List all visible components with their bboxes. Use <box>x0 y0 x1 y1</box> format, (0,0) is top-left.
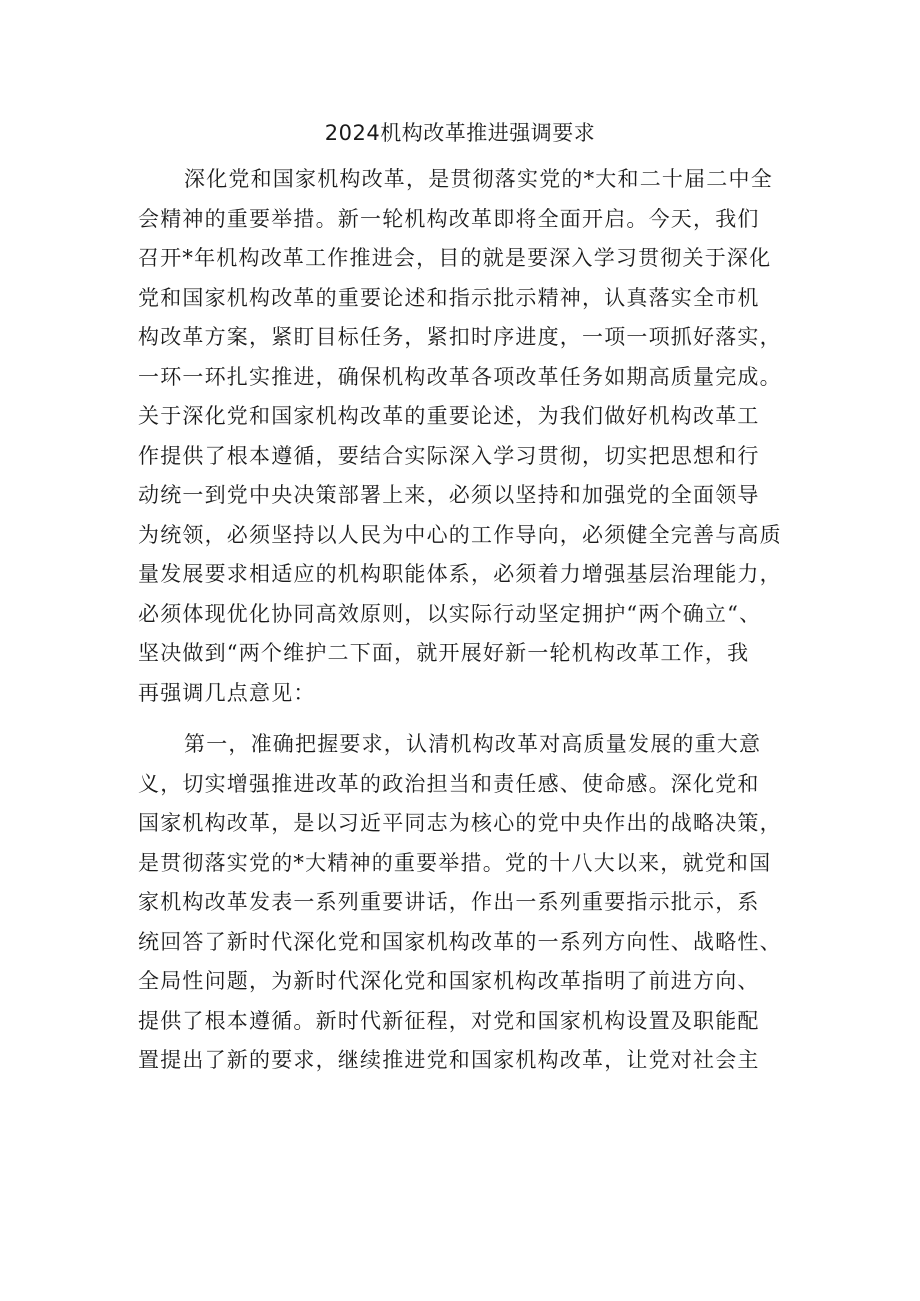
text-line: 构改革方案，紧盯目标任务，紧扣时序进度，一项一项抓好落实， <box>138 325 782 349</box>
text-line: 第一，准确把握要求，认清机构改革对高质量发展的重大意 <box>184 732 762 756</box>
text-line: 一环一环扎实推进，确保机构改革各项改革任务如期高质量完成。 <box>138 364 782 389</box>
text-line: 义，切实增强推进改革的政治担当和责任感、使命感。深化党和 <box>138 771 760 796</box>
text-line: 动统一到党中央决策部署上来，必须以坚持和加强党的全面领导 <box>138 483 760 507</box>
text-line: 提供了根本遵循。新时代新征程，对党和国家机构设置及职能配 <box>138 1008 760 1033</box>
text-line: 全局性问题，为新时代深化党和国家机构改革指明了前进方向、 <box>138 969 760 993</box>
text-line: 坚决做到“两个维护二下面，就开展好新一轮机构改革工作，我 <box>138 641 750 665</box>
document-title: 2024机构改革推进强调要求 <box>324 121 596 145</box>
text-line: 召开*年机构改革工作推进会，目的就是要深入学习贯彻关于深化 <box>138 246 772 270</box>
text-line: 再强调几点意见： <box>138 680 316 705</box>
text-line: 国家机构改革，是以习近平同志为核心的党中央作出的战略决策， <box>138 811 782 835</box>
text-line: 会精神的重要举措。新一轮机构改革即将全面开启。今天，我们 <box>138 206 760 231</box>
text-line: 为统领，必须坚持以人民为中心的工作导向，必须健全完善与高质 <box>138 522 782 547</box>
text-line: 必须体现优化协同高效原则，以实际行动坚定拥护“两个确立“、 <box>138 601 762 626</box>
paragraph-1 <box>138 160 790 713</box>
text-line: 关于深化党和国家机构改革的重要论述，为我们做好机构改革工 <box>138 404 760 428</box>
text-line: 量发展要求相适应的机构职能体系，必须着力增强基层治理能力， <box>138 562 782 586</box>
text-line: 是贯彻落实党的*大精神的重要举措。党的十八大以来，就党和国 <box>138 850 772 875</box>
paragraph-gap <box>138 713 790 725</box>
text-line: 统回答了新时代深化党和国家机构改革的一系列方向性、战略性、 <box>138 929 782 954</box>
text-line: 党和国家机构改革的重要论述和指示批示精神，认真落实全市机 <box>138 285 760 310</box>
paragraph-2 <box>138 725 790 1081</box>
text-line: 家机构改革发表一系列重要讲话，作出一系列重要指示批示，系 <box>138 890 760 914</box>
text-line: 作提供了根本遵循，要结合实际深入学习贯彻，切实把思想和行 <box>138 443 760 468</box>
text-line: 深化党和国家机构改革，是贯彻落实党的*大和二十届二中全 <box>184 167 773 191</box>
document-body <box>138 160 790 1081</box>
text-line: 置提出了新的要求，继续推进党和国家机构改革，让党对社会主 <box>138 1048 760 1072</box>
